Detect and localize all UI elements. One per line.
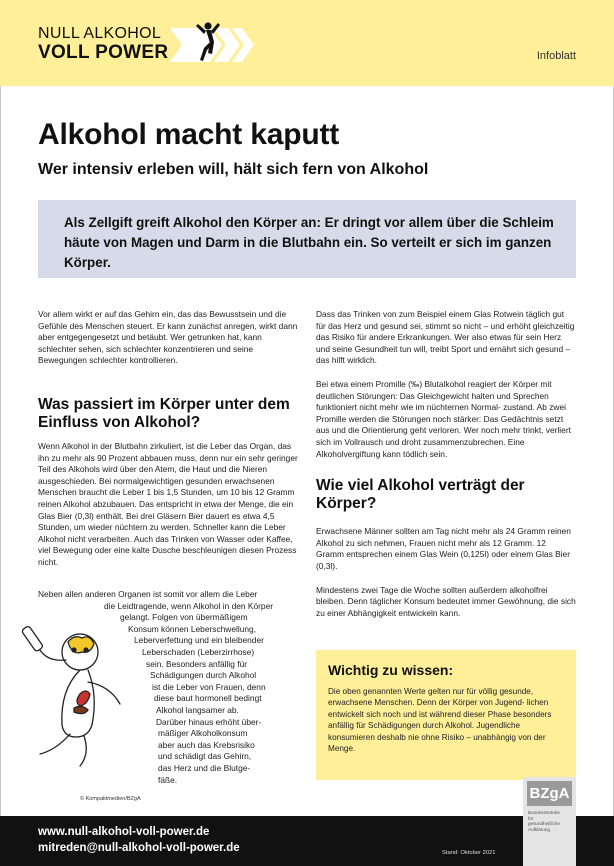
section-heading-tolerance: Wie viel Alkohol verträgt der Körper? — [316, 477, 525, 513]
paragraph-alcohol-free-days: Mindestens zwei Tage die Woche sollten außerdem alkoholfrei bleiben. Denn täglicher Konsum bedeutet immer Gewöhnung, die sich zu einer Abhängigkeit entwickeln kann. — [316, 584, 576, 618]
paragraph-promille: Bei etwa einem Promille (‰) Blutalkohol reagiert der Körper mit deutlichen Störungen: Das Gleichgewicht halten und Sprechen funktioniert nicht mehr wie im nüchternen Normal- zustand. Ab zwei Promille werden die Störungen noch stärker: Das Gedächtnis setzt aus und die Orientierung geht verloren. Wer noch mehr trinkt, verliert sich im Vollrausch und droht zusammenzubrechen. Eine Alkoholvergiftung kann tödlich sein. — [316, 378, 571, 459]
organs-line: das Herz und die Blutge- — [158, 762, 251, 773]
document-type-label: Infoblatt — [536, 50, 576, 62]
organs-line: mäßiger Alkoholkonsum — [158, 728, 248, 739]
intro-box — [38, 200, 576, 278]
left-column-top — [38, 309, 300, 367]
organs-line: und schädigt das Gehirn, — [158, 751, 252, 762]
date-stamp: Stand: Oktober 2021 — [442, 850, 496, 856]
footer-bar — [0, 816, 614, 866]
bzga-name-line: Bundeszentrale — [528, 810, 560, 815]
bzga-name-line: Aufklärung — [528, 826, 550, 832]
website-link[interactable]: www.null-alkohol-voll-power.de — [38, 826, 210, 838]
paragraph-red-wine: Dass das Trinken von zum Beispiel einem Glas Rotwein täglich gut für das Herz und gesund sei, stimmt so nicht – und erhöht gleichzeitig das Risiko für andere Erkrankungen. Wer also etwas für sein Herz und seine Gesundheit tun will, treibt Sport und ernährt sich gesund – das hilft wirklich. — [316, 309, 575, 366]
bzga-name — [528, 810, 574, 832]
email-link[interactable]: mitreden@null-alkohol-voll-power.de — [38, 842, 240, 854]
organs-line: gelangt. Folgen von übermäßigem — [120, 612, 248, 623]
organs-line: die Leidtragende, wenn Alkohol in den Körper — [104, 600, 274, 611]
logo-text-null-alkohol: NULL ALKOHOL — [38, 25, 162, 42]
right-column — [316, 309, 576, 619]
info-box-title: Wichtig zu wissen: — [328, 662, 454, 678]
organs-line: diese baut hormonell bedingt — [154, 693, 262, 704]
organs-line: Konsum können Leberschwellung, — [128, 623, 257, 634]
organs-line: Leberschaden (Leberzirrhose) — [142, 646, 255, 657]
info-box — [316, 650, 576, 780]
organs-line: sein. Besonders anfällig für — [146, 658, 248, 669]
intro-text: Als Zellgift greift Alkohol den Körper an: Er dringt vor allem über die Schleim häute von Magen und Darm in die Blutbahn ein. So verteilt er sich im ganzen Körper. — [64, 215, 554, 270]
paragraph-liver: Wenn Alkohol in der Blutbahn zirkuliert, ist die Leber das Organ, das ihn zu mehr als 90 Prozent abbauen muss, denn nur ein sehr geringer Teil des Alkohols wird über den Atem, die Haut und die Nieren ausgeschieden. Bei normalgewichtigen gesunden erwachsenen Menschen braucht die Leber 1 bis 1,5 Stunden, um 10 bis 12 Gramm reinen Alkohol abzubauen. Das entspricht in etwa der Menge, die ein Glas Bier (0,3l) enthält. Bei drei Gläsern Bier dauert es etwa 4,5 Stunden, um wieder nüchtern zu werden. Schneller kann die Leber Alkohol nicht verarbeiten. Auch das Trinken von Wasser oder Kaffee, viel Bewegung oder eine kalte Dusche beschleunigen diesen Prozess nicht. — [38, 441, 298, 567]
jumping-figure-chevron-icon — [170, 20, 260, 70]
organs-line: fäße. — [158, 774, 178, 785]
bzga-name-line: für — [528, 815, 534, 821]
page-title: Alkohol macht kaputt — [38, 118, 340, 151]
bzga-logo: BZgA — [527, 781, 572, 806]
organs-line: Neben allen anderen Organen ist somit vor allem die Leber — [38, 589, 258, 599]
logo-text-voll-power: VOLL POWER — [38, 42, 169, 63]
organs-line: Schädigungen durch Alkohol — [150, 670, 257, 681]
illustration-credit: © Kompaktmedien/BZgA — [80, 796, 141, 802]
left-column-section — [38, 396, 300, 569]
organs-line: Alkohol langsamer ab. — [156, 704, 239, 715]
info-box-text: Die oben genannten Werte gelten nur für völlig gesunde, erwachsene Menschen. Denn der Körper von Jugend- lichen entwickelt sich noch und ist während dieser Phase besonders anfällig für Schädigungen durch Alkohol. Jugendliche konsumieren deshalb nie ohne Risiko – unabhängig von der Menge. — [328, 687, 552, 754]
paragraph-brain: Vor allem wirkt er auf das Gehirn ein, das das Bewusstsein und die Gefühle des Menschen steuert. Er kann zunächst anregen, wirkt dann aber entgegengesetzt und betäubt. Wer getrunken hat, kann schlechter sehen, sich schlechter konzentrieren und seine Bewegungen schlechter kontrollieren. — [38, 309, 298, 366]
organs-line: aber auch das Krebsrisiko — [158, 739, 255, 750]
page-subtitle: Wer intensiv erleben will, hält sich fern von Alkohol — [38, 161, 429, 178]
organs-line: Darüber hinaus erhöht über- — [156, 716, 262, 727]
organs-line: Leberverfettung und ein bleibender — [134, 635, 264, 646]
bzga-name-line: gesundheitliche — [528, 821, 560, 827]
organs-line: ist die Leber von Frauen, denn — [152, 681, 266, 692]
bzga-logo-block — [523, 777, 576, 866]
drunk-figure-illustration — [18, 612, 143, 777]
section-heading-body: Was passiert im Körper unter dem Einfluss von Alkohol? — [38, 396, 290, 431]
paragraph-limits: Erwachsene Männer sollten am Tag nicht mehr als 24 Gramm reinen Alkohol zu sich nehmen, Frauen nicht mehr als 12 Gramm. 12 Gramm entsprechen einem Glas Wein (0,125l) oder einem Glas Bier (0,3l). — [316, 526, 571, 571]
